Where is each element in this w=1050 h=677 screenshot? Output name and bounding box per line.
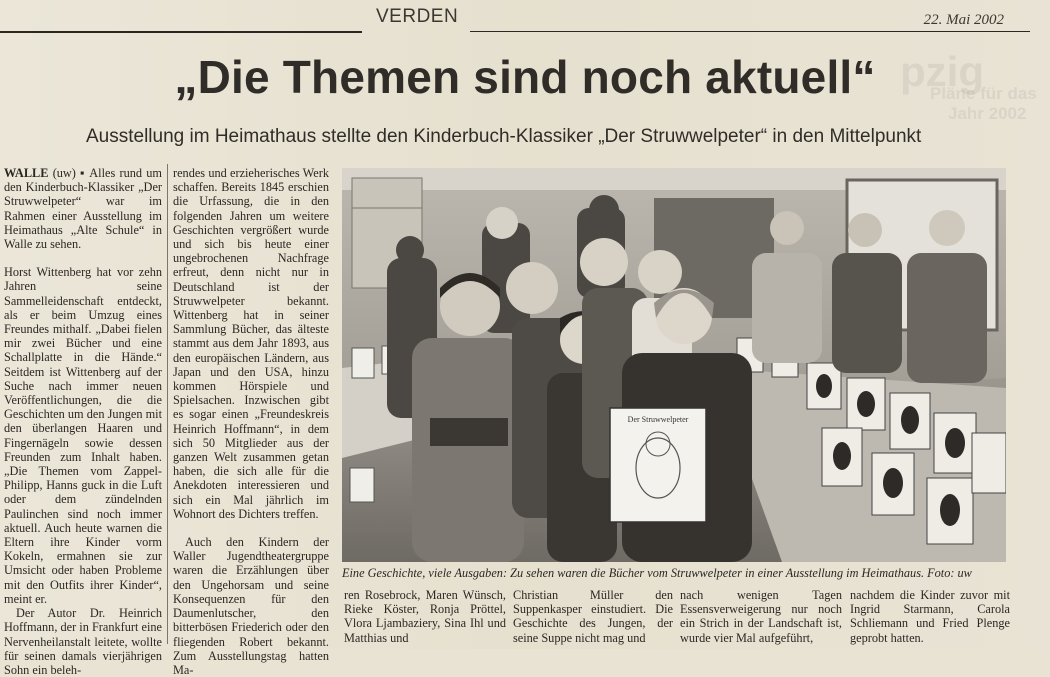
section-label: VERDEN: [376, 6, 459, 27]
photo-illustration: [342, 168, 1006, 562]
photo-caption: Eine Geschichte, viele Ausgaben: Zu sehen waren die Bücher vom Struwwelpeter in einer Ausstellung im Heimathaus. Foto: uw: [342, 566, 972, 580]
bottom-column-2: Christian Müller den Suppenkasper einstudiert. Die Geschichte des Jungen, der seine Suppe nicht mag und: [513, 588, 673, 645]
ghost-text-b: Jahr 2002: [948, 104, 1027, 123]
column-2: [173, 166, 329, 677]
issue-date: 22. Mai 2002: [923, 12, 1004, 28]
dateline: WALLE: [4, 166, 49, 180]
headline: „Die Themen sind noch aktuell“: [174, 51, 876, 103]
bottom-column-3: nach wenigen Tagen Essensverweigerung nur noch ein Strich in der Landschaft ist, wurde vier Mal aufgeführt,: [680, 588, 842, 645]
col1-paragraph-1: (uw) ▪ Alles rund um den Kinderbuch-Klassiker „Der Struwwelpeter“ war im Rahmen einer Ausstellung im Heimathaus „Alte Schule“ in Walle zu sehen.: [4, 166, 162, 252]
ghost-text-a: Pläne für das: [930, 84, 1037, 103]
book-cover-title: Der Struwwelpeter: [627, 415, 689, 424]
col1-paragraph-3: Der Autor Dr. Heinrich Hoffmann, der in Frankfurt eine Nervenheilanstalt leitete, wollte für seinen damals vierjährigen Sohn ein beleh-: [4, 606, 162, 677]
column-1: [4, 166, 162, 677]
bottom-column-4: nachdem die Kinder zuvor mit Ingrid Starmann, Carola Schliemann und Fried Plenge geprobt hatten.: [850, 588, 1010, 645]
book-cover: [610, 408, 706, 522]
ghost-text-c: pzig: [900, 48, 984, 95]
col2-paragraph-1: rendes und erzieherisches Werk schaffen. Bereits 1845 erschien die Urfassung, die in den folgenden Jahren um weitere Geschichten vergrößert wurde und sich bis heute einer ungebrochenen Nachfrage erfreut, denn nicht nur in Deutschland ist der Struwwelpeter bekannt. Wittenberg hat in seiner Sammlung Bücher, das älteste stammt aus dem Jahr 1893, aus den europäischen Ländern, aus Japan und den USA, hinzu kommen Hörspiele und Spielsachen. Inzwischen gibt es sogar einen „Freundeskreis Heinrich Hoffmann“, in dem sich 50 Mitglieder aus der ganzen Welt zusammen getan haben, die sich alle für die Anekdoten interessieren und sich ein Mal jährlich im Wohnort des Dichters treffen.: [173, 166, 329, 521]
subheadline: Ausstellung im Heimathaus stellte den Kinderbuch-Klassiker „Der Struwwelpeter“ in den Mittelpunkt: [86, 126, 922, 147]
exhibition-photo: [342, 168, 1006, 562]
header-rule-left: [0, 31, 362, 33]
col1-paragraph-2: Horst Wittenberg hat vor zehn Jahren seine Sammelleidenschaft entdeckt, als er beim Umzug eines Freundes mithalf. „Dabei fielen mir zwei Bücher und eine Schallplatte in die Hände.“ Seitdem ist Wittenberg auf der Suche nach immer neuen Veröffentlichungen, die die Geschichten um den Jungen mit den überlangen Haaren und Fingernägeln sowie dessen Freunden zum Inhalt haben. „Die Themen vom Zappel-Philipp, Hanns guck in die Luft oder dem zündelnden Paulinchen sind noch immer aktuell. Auch heute warnen die Eltern ihre Kinder vorm Kokeln, ermahnen sie zur Umsicht oder haben Probleme mit den Outfits ihrer Kinder“, meint er.: [4, 265, 162, 606]
bottom-column-1: ren Rosebrock, Maren Wünsch, Rieke Köster, Ronja Pröttel, Vlora Ljambaziery, Sina Ihl und Matthias und: [344, 588, 506, 645]
column-divider: [167, 164, 168, 644]
header-rule-right: [470, 31, 1030, 32]
col2-paragraph-2: Auch den Kindern der Waller Jugendtheatergruppe waren die Erzählungen über den Ungehorsam und seine Konsequenzen für den Daumenlutscher, den bitterbösen Friederich oder den fliegenden Robert bekannt. Zum Ausstellungstag hatten Ma-: [173, 535, 329, 677]
